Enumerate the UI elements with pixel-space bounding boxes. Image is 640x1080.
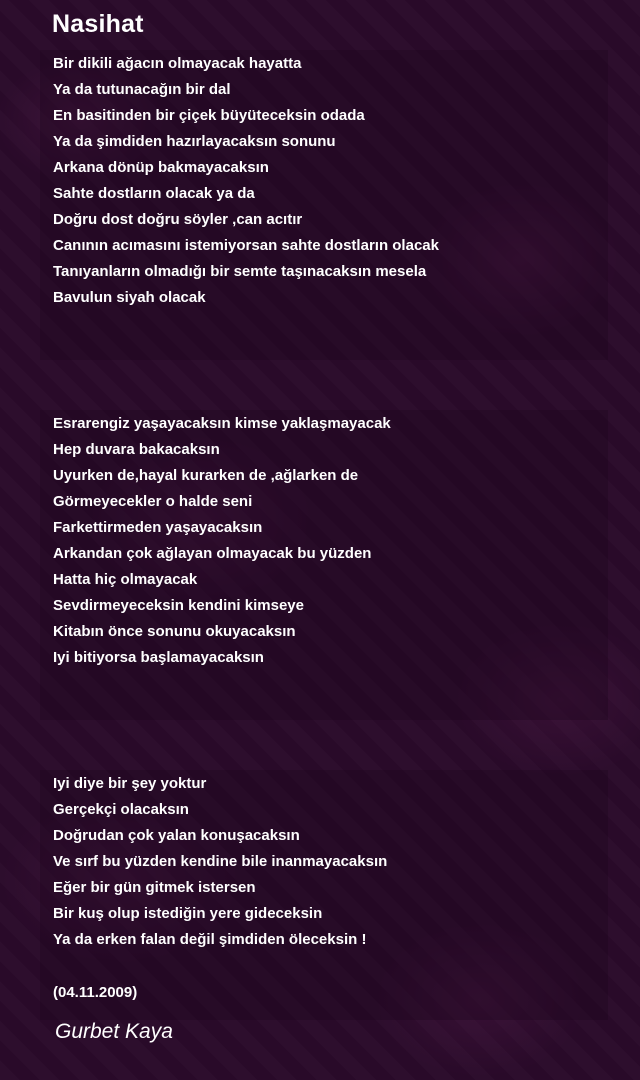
poem-line: Bavulun siyah olacak: [53, 289, 206, 306]
poem-line: Doğru dost doğru söyler ,can acıtır: [53, 211, 303, 228]
stanza-2: [53, 411, 391, 671]
poem-line: Ve sırf bu yüzden kendine bile inanmayacaksın: [53, 853, 388, 870]
stanza-1: [53, 51, 439, 311]
poem-line: Ya da tutunacağın bir dal: [53, 81, 231, 98]
poem-line: Farkettirmeden yaşayacaksın: [53, 519, 263, 536]
poem-title: Nasihat: [52, 10, 144, 38]
poem-line: Bir dikili ağacın olmayacak hayatta: [53, 55, 302, 72]
stanza-3: [53, 771, 387, 953]
poem-line: Iyi diye bir şey yoktur: [53, 775, 207, 792]
poem-line: En basitinden bir çiçek büyüteceksin odada: [53, 107, 365, 124]
poem-author: Gurbet Kaya: [55, 1020, 173, 1043]
poem-line: Arkana dönüp bakmayacaksın: [53, 159, 269, 176]
poem-line: Ya da şimdiden hazırlayacaksın sonunu: [53, 133, 336, 150]
poem-line: Hep duvara bakacaksın: [53, 441, 220, 458]
poem-line: Doğrudan çok yalan konuşacaksın: [53, 827, 300, 844]
poem-line: Bir kuş olup istediğin yere gideceksin: [53, 905, 323, 922]
poem-line: Arkandan çok ağlayan olmayacak bu yüzden: [53, 545, 372, 562]
poem-line: Gerçekçi olacaksın: [53, 801, 189, 818]
poem-line: Kitabın önce sonunu okuyacaksın: [53, 623, 296, 640]
poem-line: Sevdirmeyeceksin kendini kimseye: [53, 597, 304, 614]
poem-line: Uyurken de,hayal kurarken de ,ağlarken de: [53, 467, 359, 484]
poem-line: Görmeyecekler o halde seni: [53, 493, 253, 510]
poem-line: Ya da erken falan değil şimdiden öleceksin !: [53, 931, 367, 948]
poem-line: Sahte dostların olacak ya da: [53, 185, 255, 202]
poem-line: Tanıyanların olmadığı bir semte taşınacaksın mesela: [53, 263, 427, 280]
poem-line: Hatta hiç olmayacak: [53, 571, 198, 588]
poem-line: Eğer bir gün gitmek istersen: [53, 879, 256, 896]
poem-date: (04.11.2009): [53, 984, 138, 1001]
poem-line: Esrarengiz yaşayacaksın kimse yaklaşmayacak: [53, 415, 391, 432]
poem-line: Canının acımasını istemiyorsan sahte dostların olacak: [53, 237, 439, 254]
poem-line: Iyi bitiyorsa başlamayacaksın: [53, 649, 264, 666]
